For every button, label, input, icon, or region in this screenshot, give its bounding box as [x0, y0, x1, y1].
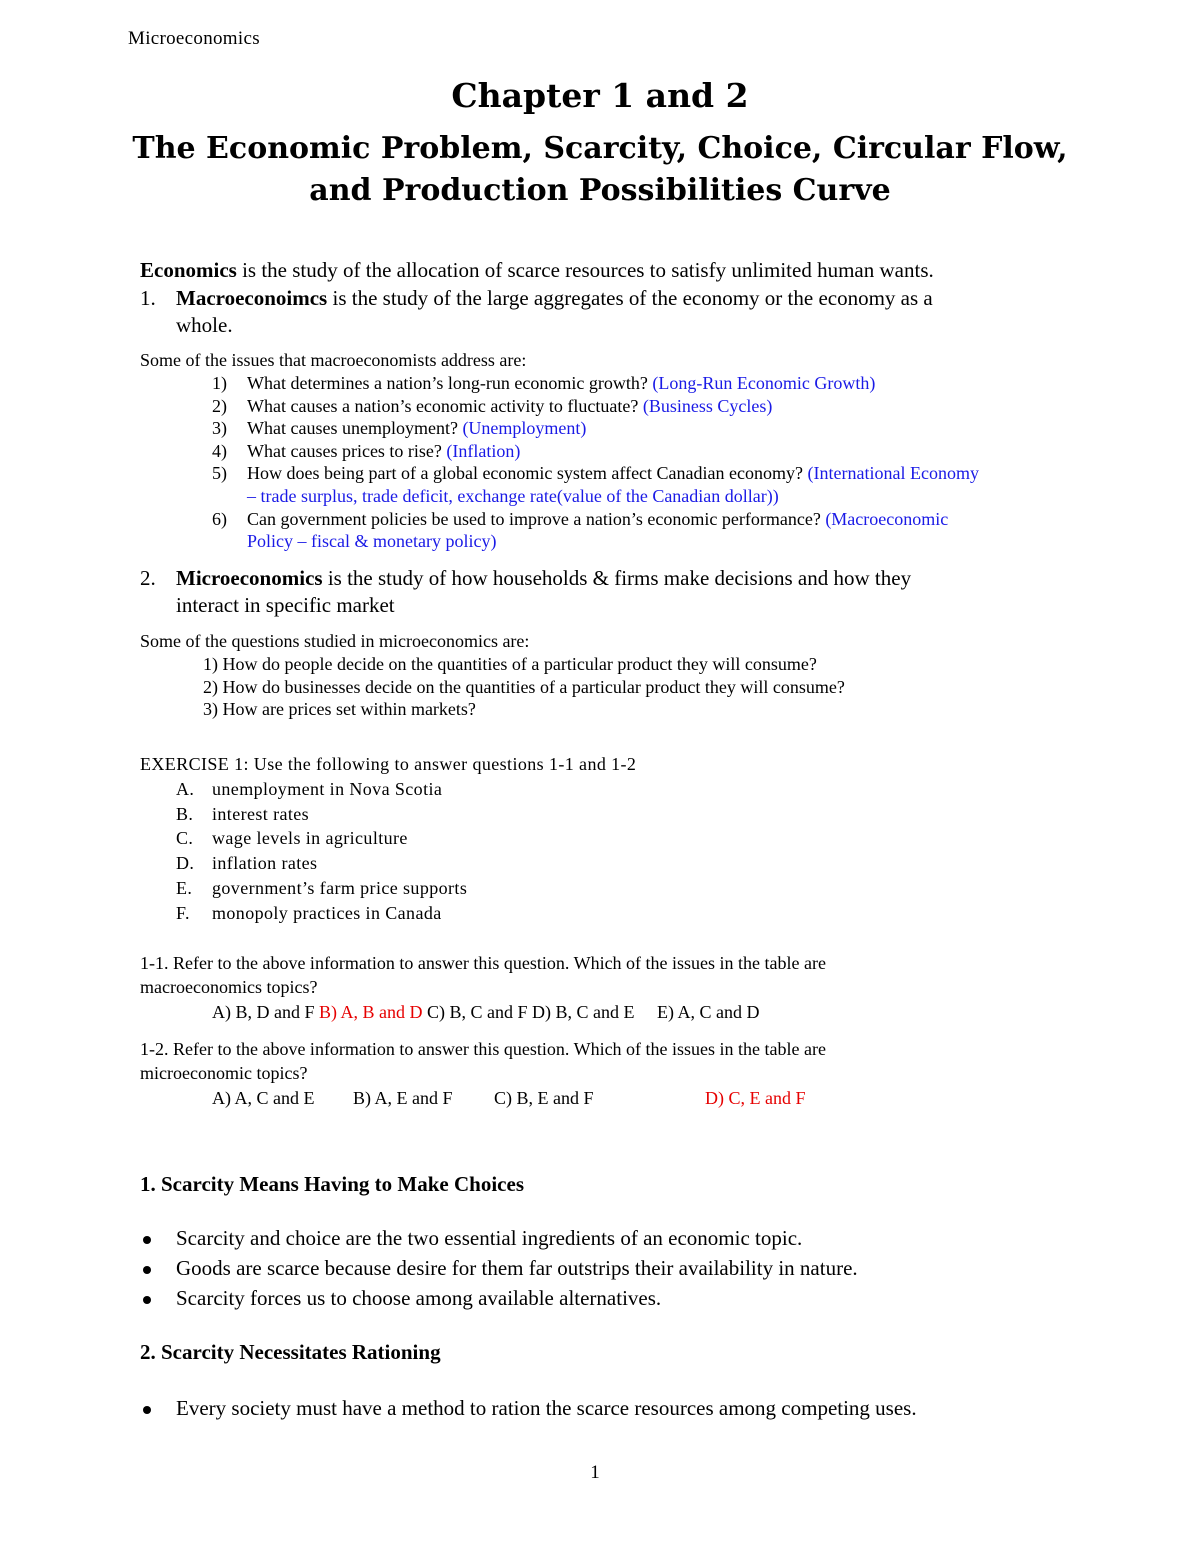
- macro-issue-answer-cont: – trade surplus, trade deficit, exchange rate(value of the Canadian dollar)): [247, 486, 779, 506]
- page-number: 1: [590, 1462, 600, 1483]
- macro-issue-num: 4): [212, 441, 227, 461]
- macro-issue-num: 5): [212, 463, 227, 483]
- option: B) A, E and F: [353, 1088, 453, 1108]
- question-1-1-options: [212, 1002, 760, 1023]
- economics-definition-text: is the study of the allocation of scarce resources to satisfy unlimited human wants.: [236, 258, 934, 282]
- exercise-item: unemployment in Nova Scotia: [212, 779, 443, 799]
- running-header: Microeconomics: [128, 28, 260, 49]
- bullet-icon: [143, 1296, 151, 1304]
- macro-issue-answer: (International Economy: [807, 463, 979, 483]
- bullet-icon: [143, 1236, 151, 1244]
- micro-questions-intro: Some of the questions studied in microeconomics are:: [140, 631, 530, 651]
- subtitle-line-1: The Economic Problem, Scarcity, Choice, Circular Flow,: [132, 131, 1068, 166]
- option: D) B, C and E: [532, 1002, 635, 1022]
- question-1-1-cont: macroeconomics topics?: [140, 977, 318, 997]
- option: C) B, E and F: [494, 1088, 594, 1108]
- micro-question: 2) How do businesses decide on the quantities of a particular product they will consume?: [203, 677, 845, 697]
- exercise-item: government’s farm price supports: [212, 878, 468, 898]
- option: A) B, D and F: [212, 1002, 315, 1022]
- macro-issue-answer-cont: Policy – fiscal & monetary policy): [247, 531, 497, 551]
- exercise-item-letter: B.: [176, 804, 194, 824]
- micro-question: 3) How are prices set within markets?: [203, 699, 476, 719]
- question-1-2-cont: microeconomic topics?: [140, 1063, 308, 1083]
- macro-issue: What causes prices to rise? (Inflation): [247, 441, 521, 461]
- exercise-item: inflation rates: [212, 853, 318, 873]
- correct-option: D) C, E and F: [705, 1088, 806, 1108]
- macro-issue: How does being part of a global economic system affect Canadian economy? (International Economy: [247, 463, 979, 483]
- macro-issue-answer: (Inflation): [446, 441, 521, 461]
- macro-definition-line2: whole.: [176, 313, 233, 337]
- exercise-item: wage levels in agriculture: [212, 828, 408, 848]
- micro-question: 1) How do people decide on the quantities of a particular product they will consume?: [203, 654, 817, 674]
- macro-term: Macroeconoimcs: [176, 286, 328, 310]
- macro-issue-answer: (Unemployment): [462, 418, 587, 438]
- option: C) B, C and F: [427, 1002, 528, 1022]
- exercise-item-letter: F.: [176, 903, 190, 923]
- macro-definition: [176, 286, 933, 311]
- exercise-item-letter: D.: [176, 853, 195, 873]
- macro-issue-answer: (Long-Run Economic Growth): [652, 373, 876, 393]
- economics-definition: [140, 258, 934, 283]
- macro-issues-intro: Some of the issues that macroeconomists address are:: [140, 350, 527, 370]
- question-1-2: 1-2. Refer to the above information to answer this question. Which of the issues in the table are: [140, 1039, 826, 1059]
- exercise-item-letter: C.: [176, 828, 194, 848]
- macro-number: 1.: [140, 286, 156, 310]
- macro-definition-text: is the study of the large aggregates of the economy or the economy as a: [327, 286, 933, 310]
- economics-term: Economics: [140, 258, 237, 282]
- exercise-item-letter: E.: [176, 878, 193, 898]
- section-2-heading: 2. Scarcity Necessitates Rationing: [140, 1340, 441, 1364]
- micro-definition-line2: interact in specific market: [176, 593, 395, 617]
- macro-issue: Can government policies be used to improve a nation’s economic performance? (Macroeconomic: [247, 509, 949, 529]
- exercise-item-letter: A.: [176, 779, 195, 799]
- bullet-icon: [143, 1406, 151, 1414]
- micro-number: 2.: [140, 566, 156, 590]
- macro-issue-num: 1): [212, 373, 227, 393]
- macro-issue-answer: (Business Cycles): [642, 396, 773, 416]
- exercise-item: monopoly practices in Canada: [212, 903, 442, 923]
- macro-issue-answer: (Macroeconomic: [825, 509, 949, 529]
- exercise-heading: EXERCISE 1: Use the following to answer questions 1-1 and 1-2: [140, 754, 637, 774]
- section-2-bullet: Every society must have a method to ration the scarce resources among competing uses.: [176, 1396, 917, 1420]
- macro-issue-num: 3): [212, 418, 227, 438]
- section-1-bullet: Scarcity and choice are the two essential ingredients of an economic topic.: [176, 1226, 803, 1250]
- question-1-1: 1-1. Refer to the above information to answer this question. Which of the issues in the table are: [140, 953, 826, 973]
- section-1-bullet: Goods are scarce because desire for them far outstrips their availability in nature.: [176, 1256, 858, 1280]
- section-1-heading: 1. Scarcity Means Having to Make Choices: [140, 1172, 524, 1196]
- exercise-item: interest rates: [212, 804, 310, 824]
- chapter-title: Chapter 1 and 2: [451, 76, 749, 115]
- option: A) A, C and E: [212, 1088, 315, 1108]
- subtitle-line-2: and Production Possibilities Curve: [309, 173, 891, 208]
- bullet-icon: [143, 1266, 151, 1274]
- macro-issue: What causes a nation’s economic activity to fluctuate? (Business Cycles): [247, 396, 773, 416]
- micro-definition-text: is the study of how households & firms make decisions and how they: [322, 566, 912, 590]
- macro-issue: What causes unemployment? (Unemployment): [247, 418, 587, 438]
- section-1-bullet: Scarcity forces us to choose among available alternatives.: [176, 1286, 662, 1310]
- macro-issue: What determines a nation’s long-run economic growth? (Long-Run Economic Growth): [247, 373, 876, 393]
- macro-issue-num: 2): [212, 396, 227, 416]
- macro-issue-num: 6): [212, 509, 227, 529]
- option: E) A, C and D: [657, 1002, 760, 1022]
- micro-term: Microeconomics: [176, 566, 323, 590]
- correct-option: B) A, B and D: [319, 1002, 423, 1022]
- micro-definition: [176, 566, 911, 591]
